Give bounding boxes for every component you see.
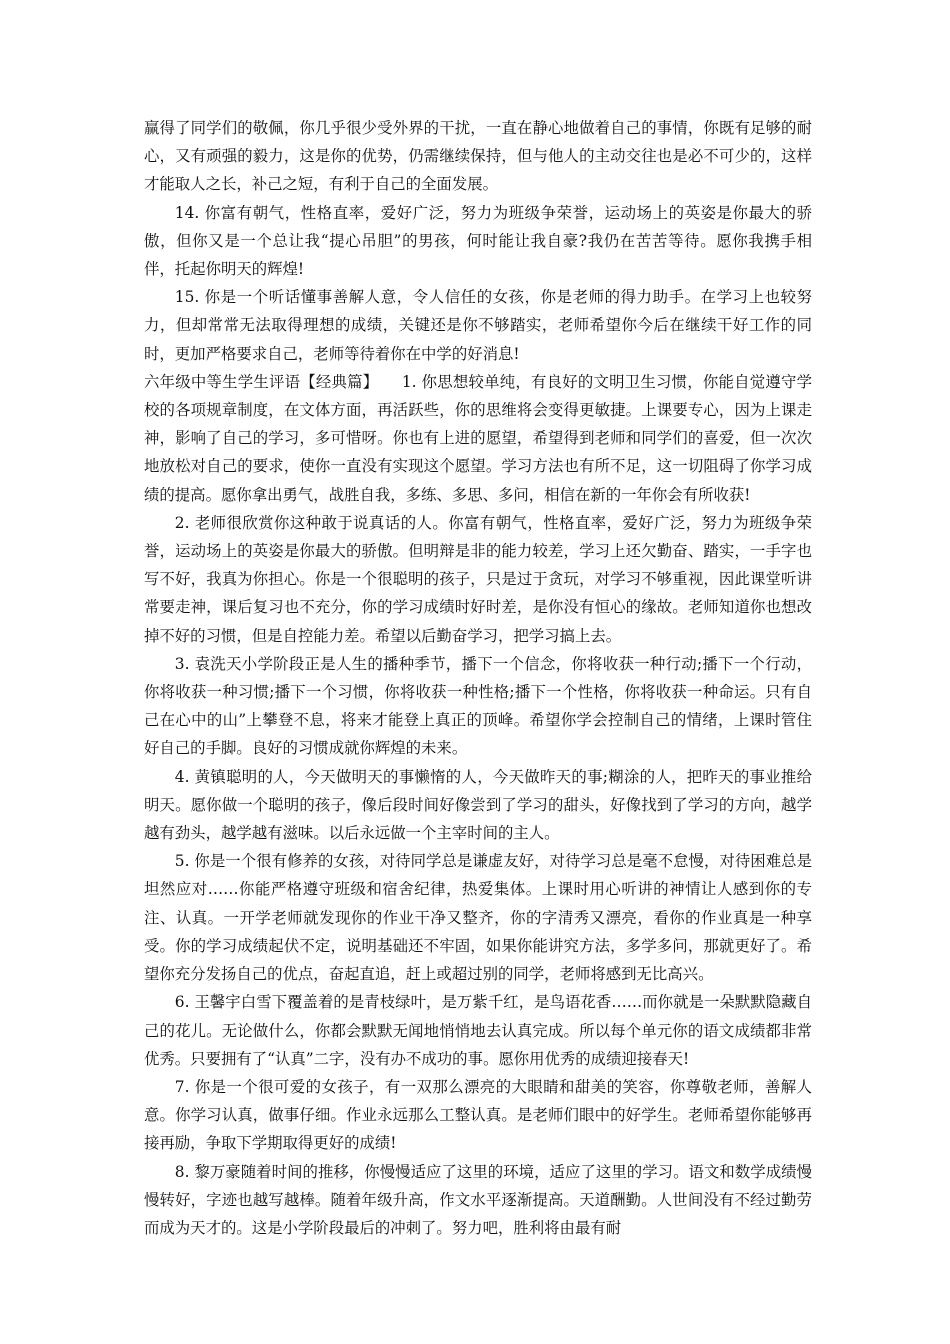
- paragraph-comment-4: 4. 黄镇聪明的人，今天做明天的事懒惰的人，今天做昨天的事;糊涂的人，把昨天的事业推给明天。愿你做一个聪明的孩子，像后段时间好像尝到了学习的甜头，好像找到了学习的方向，越学越有劲头，越学越有滋味。以后永远做一个主宰时间的主人。: [144, 767, 812, 843]
- paragraph-continuation: 赢得了同学们的敬佩，你几乎很少受外界的干扰，一直在静心地做着自己的事情，你既有足够的耐心，又有顽强的毅力，这是你的优势，仍需继续保持，但与他人的主动交往也是必不可少的，这样才能取人之长，补己之短，有利于自己的全面发展。: [144, 119, 812, 194]
- paragraph-comment-6: 6. 王馨宇白雪下覆盖着的是青枝绿叶，是万紫千红，是鸟语花香……而你就是一朵默默隐藏自己的花儿。无论做什么，你都会默默无闻地悄悄地去认真完成。所以每个单元你的语文成绩都非常优秀。只要拥有了“认真”二字，没有办不成功的事。愿你用优秀的成绩迎接春天!: [144, 993, 812, 1068]
- document-body: [144, 114, 812, 1242]
- paragraph-comment-8: 8. 黎万豪随着时间的推移，你慢慢适应了这里的环境，适应了这里的学习。语文和数学成绩慢慢转好，字迹也越写越棒。随着年级升高，作文水平逐渐提高。天道酬勤。人世间没有不经过勤劳而成为天才的。这是小学阶段最后的冲刺了。努力吧，胜利将由最有耐: [144, 1162, 812, 1237]
- paragraph-comment-14: 14. 你富有朝气，性格直率，爱好广泛，努力为班级争荣誉，运动场上的英姿是你最大的骄傲，但你又是一个总让我“提心吊胆”的男孩，何时能让我自豪?我仍在苦苦等待。愿你我携手相伴，托起你明天的辉煌!: [144, 203, 812, 279]
- paragraph-comment-15: 15. 你是一个听话懂事善解人意，令人信任的女孩，你是老师的得力助手。在学习上也较努力，但却常常无法取得理想的成绩，关键还是你不够踏实，老师希望你今后在继续干好工作的同时，更加严格要求自己，老师等待着你在中学的好消息!: [144, 288, 812, 363]
- paragraph-comment-7: 7. 你是一个很可爱的女孩子，有一双那么漂亮的大眼睛和甜美的笑容，你尊敬老师，善解人意。你学习认真，做事仔细。作业永远那么工整认真。是老师们眼中的好学生。老师希望你能够再接再励，争取下学期取得更好的成绩!: [144, 1077, 812, 1153]
- paragraph-comment-3: 3. 袁洗天小学阶段正是人生的播种季节，播下一个信念，你将收获一种行动;播下一个行动，你将收获一种习惯;播下一个习惯，你将收获一种性格;播下一个性格，你将收获一种命运。只有自己在心中的山”上攀登不息，将来才能登上真正的顶峰。希望你学会控制自己的情绪，上课时管住好自己的手脚。良好的习惯成就你辉煌的未来。: [144, 654, 812, 758]
- paragraph-section-heading-comment-1: 六年级中等生学生评语【经典篇】 1. 你思想较单纯，有良好的文明卫生习惯，你能自觉遵守学校的各项规章制度，在文体方面，再活跃些，你的思维将会变得更敏捷。上课要专心，因为上课走神，影响了自己的学习，多可惜呀。你也有上进的愿望，希望得到老师和同学们的喜爱，但一次次地放松对自己的要求，使你一直没有实现这个愿望。学习方法也有所不足，这一切阻碍了你学习成绩的提高。愿你拿出勇气，战胜自我，多练、多思、多问，相信在新的一年你会有所收获!: [144, 372, 812, 504]
- paragraph-comment-2: 2. 老师很欣赏你这种敢于说真话的人。你富有朝气，性格直率，爱好广泛，努力为班级争荣誉，运动场上的英姿是你最大的骄傲。但明辩是非的能力较差，学习上还欠勤奋、踏实，一手字也写不好，我真为你担心。你是一个很聪明的孩子，只是过于贪玩，对学习不够重视，因此课堂听讲常要走神，课后复习也不充分，你的学习成绩时好时差，是你没有恒心的缘故。老师知道你也想改掉不好的习惯，但是自控能力差。希望以后勤奋学习，把学习搞上去。: [144, 513, 812, 645]
- paragraph-comment-5: 5. 你是一个很有修养的女孩，对待同学总是谦虚友好，对待学习总是毫不怠慢，对待困难总是坦然应对……你能严格遵守班级和宿舍纪律，热爱集体。上课时用心听讲的神情让人感到你的专注、认真。一开学老师就发现你的作业干净又整齐，你的字清秀又漂亮，看你的作业真是一种享受。你的学习成绩起伏不定，说明基础还不牢固，如果你能讲究方法，多学多问，那就更好了。希望你充分发扬自己的优点，奋起直追，赶上或超过别的同学，老师将感到无比高兴。: [144, 852, 812, 984]
